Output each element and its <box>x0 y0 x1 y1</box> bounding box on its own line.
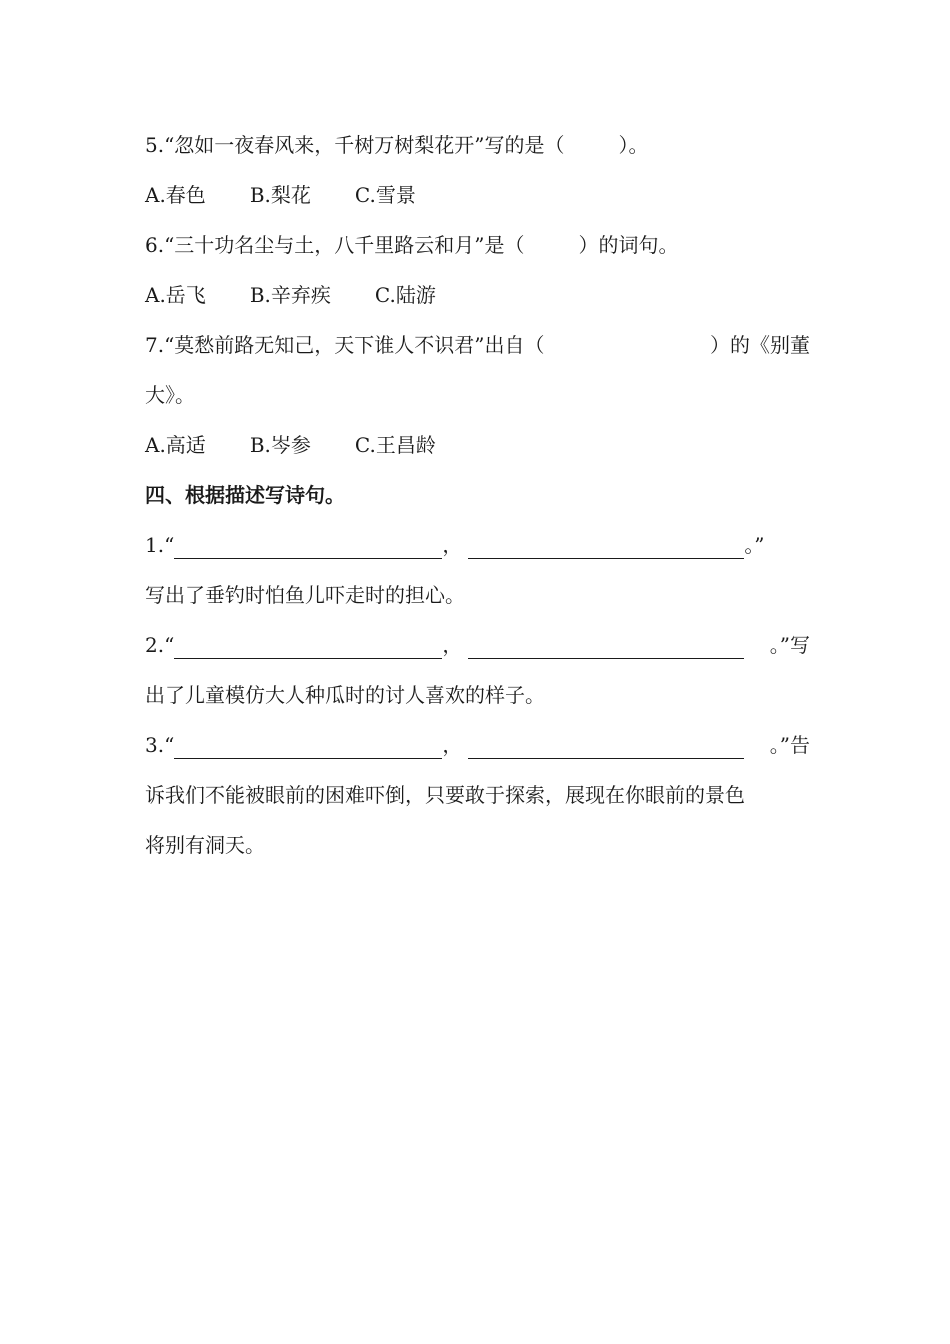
poem-item-1-desc <box>145 570 810 620</box>
question-7-suffix: ）的《别董 <box>710 333 810 357</box>
poem-blank-3b[interactable] <box>468 728 744 759</box>
question-6-options <box>145 270 810 320</box>
poem-item-3-desc-line1: 诉我们不能被眼前的困难吓倒，只要敢于探索，展现在你眼前的景色 <box>145 783 745 807</box>
question-7-prefix: 7.“莫愁前路无知己，天下谁人不识君”出自（ <box>145 333 545 357</box>
poem-item-1-end: 。” <box>744 533 765 557</box>
poem-item-2 <box>145 620 810 670</box>
option-a[interactable]: A.高适 <box>145 433 206 457</box>
answer-blank-7[interactable] <box>600 320 654 370</box>
poem-blank-1b[interactable] <box>468 528 744 559</box>
poem-blank-2b[interactable] <box>468 628 744 659</box>
poem-item-3-comma: ， <box>442 733 463 757</box>
option-c[interactable]: C.陆游 <box>374 283 436 307</box>
poem-item-2-desc-text: 出了儿童模仿大人种瓜时的讨人喜欢的样子。 <box>145 683 545 707</box>
question-5 <box>145 120 810 170</box>
question-7-continuation-text: 大》。 <box>145 383 195 407</box>
section-4-title: 四、根据描述写诗句。 <box>145 483 345 507</box>
worksheet-page <box>145 120 810 870</box>
poem-item-3 <box>145 720 810 770</box>
poem-item-1 <box>145 520 810 570</box>
option-b[interactable]: B.岑参 <box>249 433 311 457</box>
question-7-continuation <box>145 370 810 420</box>
option-a[interactable]: A.岳飞 <box>145 283 206 307</box>
poem-item-3-end: 。”告 <box>769 733 810 757</box>
question-5-suffix: ）。 <box>618 133 649 157</box>
poem-item-2-desc <box>145 670 810 720</box>
poem-item-3-desc-2 <box>145 820 810 870</box>
question-6-suffix: ）的词句。 <box>578 233 679 257</box>
poem-blank-3a[interactable] <box>174 728 442 759</box>
poem-item-3-num: 3.“ <box>145 733 175 757</box>
question-7 <box>145 320 810 370</box>
question-5-options <box>145 170 810 220</box>
poem-item-1-desc-text: 写出了垂钓时怕鱼儿吓走时的担心。 <box>145 583 465 607</box>
option-b[interactable]: B.辛弃疾 <box>249 283 331 307</box>
question-5-prefix: 5.“忽如一夜春风来，千树万树梨花开”写的是（ <box>145 133 565 157</box>
option-c[interactable]: C.王昌龄 <box>354 433 436 457</box>
poem-item-2-end: 。”写 <box>769 633 810 657</box>
poem-blank-1a[interactable] <box>174 528 442 559</box>
question-7-options <box>145 420 810 470</box>
option-c[interactable]: C.雪景 <box>354 183 416 207</box>
poem-item-2-num: 2.“ <box>145 633 175 657</box>
poem-item-3-desc-line2: 将别有洞天。 <box>145 833 265 857</box>
poem-blank-2a[interactable] <box>174 628 442 659</box>
question-6 <box>145 220 810 270</box>
option-a[interactable]: A.春色 <box>145 183 206 207</box>
option-b[interactable]: B.梨花 <box>249 183 311 207</box>
poem-item-1-comma: ， <box>442 533 463 557</box>
poem-item-2-comma: ， <box>442 633 463 657</box>
poem-item-1-num: 1.“ <box>145 533 175 557</box>
question-6-prefix: 6.“三十功名尘与土，八千里路云和月”是（ <box>145 233 525 257</box>
poem-item-3-desc-1 <box>145 770 810 820</box>
